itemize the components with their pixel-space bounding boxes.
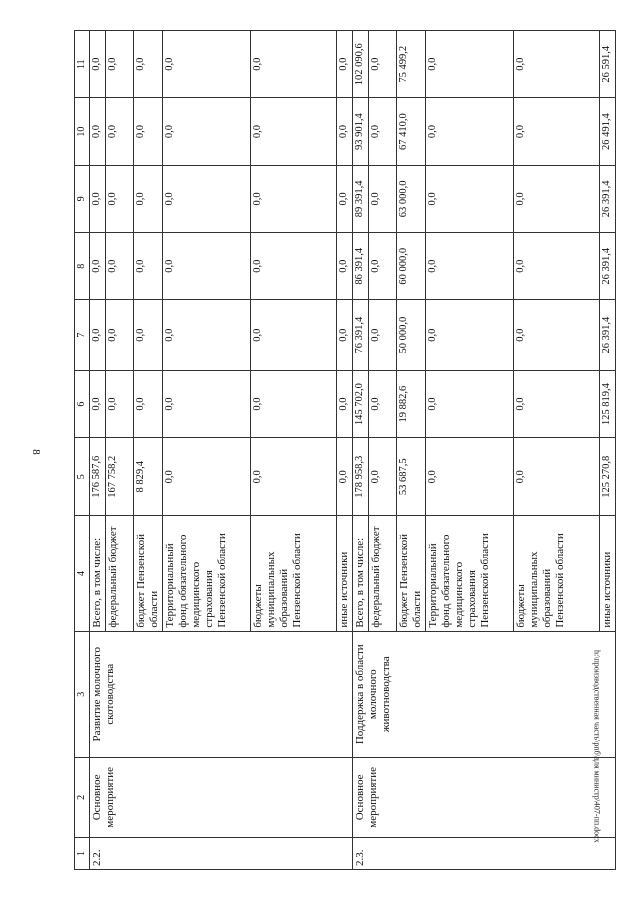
amount-cell: 26 391,4 bbox=[599, 165, 615, 232]
amount-cell: 145 702,0 bbox=[352, 370, 368, 437]
amount-cell: 0,0 bbox=[105, 31, 133, 98]
activity-name: Поддержка в области молочного животноводства bbox=[352, 631, 615, 757]
amount-cell: 0,0 bbox=[513, 98, 599, 165]
amount-cell: 0,0 bbox=[162, 438, 250, 516]
amount-cell: 0,0 bbox=[133, 370, 162, 437]
amount-cell: 0,0 bbox=[162, 300, 250, 371]
amount-cell: 0,0 bbox=[336, 300, 352, 371]
funding-source: бюджет Пензенской области bbox=[133, 516, 162, 631]
amount-cell: 60 000,0 bbox=[396, 233, 425, 300]
amount-cell: 0,0 bbox=[133, 300, 162, 371]
amount-cell: 102 090,6 bbox=[352, 31, 368, 98]
amount-cell: 26 391,4 bbox=[599, 300, 615, 371]
amount-cell: 0,0 bbox=[250, 233, 336, 300]
amount-cell: 0,0 bbox=[250, 300, 336, 371]
amount-cell: 0,0 bbox=[425, 165, 513, 232]
amount-cell: 0,0 bbox=[133, 165, 162, 232]
amount-cell: 0,0 bbox=[250, 438, 336, 516]
funding-source: федеральный бюджет bbox=[368, 516, 396, 631]
col-header: 9 bbox=[75, 165, 90, 232]
amount-cell: 0,0 bbox=[368, 233, 396, 300]
amount-cell: 67 410,0 bbox=[396, 98, 425, 165]
amount-cell: 0,0 bbox=[105, 165, 133, 232]
amount-cell: 0,0 bbox=[336, 31, 352, 98]
amount-cell: 0,0 bbox=[90, 370, 106, 437]
amount-cell: 0,0 bbox=[513, 370, 599, 437]
funding-source: бюджеты муниципальных образований Пензенской области bbox=[250, 516, 336, 631]
amount-cell: 0,0 bbox=[105, 233, 133, 300]
funding-table bbox=[74, 30, 616, 870]
amount-cell: 0,0 bbox=[513, 233, 599, 300]
amount-cell: 0,0 bbox=[162, 165, 250, 232]
amount-cell: 0,0 bbox=[425, 300, 513, 371]
amount-cell: 0,0 bbox=[368, 31, 396, 98]
amount-cell: 0,0 bbox=[90, 233, 106, 300]
amount-cell: 0,0 bbox=[336, 98, 352, 165]
amount-cell: 176 587,6 bbox=[90, 438, 106, 516]
amount-cell: 86 391,4 bbox=[352, 233, 368, 300]
amount-cell: 0,0 bbox=[250, 370, 336, 437]
amount-cell: 125 270,8 bbox=[599, 438, 615, 516]
amount-cell: 0,0 bbox=[133, 233, 162, 300]
funding-source: иные источники bbox=[336, 516, 352, 631]
amount-cell: 75 499,2 bbox=[396, 31, 425, 98]
col-header: 1 bbox=[75, 837, 90, 869]
page-number: 8 bbox=[30, 449, 42, 455]
amount-cell: 178 958,3 bbox=[352, 438, 368, 516]
amount-cell: 0,0 bbox=[336, 233, 352, 300]
amount-cell: 0,0 bbox=[250, 165, 336, 232]
amount-cell: 0,0 bbox=[336, 438, 352, 516]
amount-cell: 0,0 bbox=[90, 98, 106, 165]
amount-cell: 0,0 bbox=[368, 438, 396, 516]
amount-cell: 0,0 bbox=[513, 165, 599, 232]
col-header: 6 bbox=[75, 370, 90, 437]
amount-cell: 0,0 bbox=[105, 98, 133, 165]
amount-cell: 0,0 bbox=[105, 300, 133, 371]
activity-name: Развитие молочного скотоводства bbox=[90, 631, 353, 757]
column-number-row bbox=[75, 31, 90, 870]
amount-cell: 0,0 bbox=[250, 31, 336, 98]
amount-cell: 0,0 bbox=[425, 233, 513, 300]
amount-cell: 0,0 bbox=[513, 438, 599, 516]
funding-source: иные источники bbox=[599, 516, 615, 631]
amount-cell: 0,0 bbox=[368, 370, 396, 437]
amount-cell: 50 000,0 bbox=[396, 300, 425, 371]
table-row bbox=[352, 31, 368, 870]
funding-source: бюджет Пензенской области bbox=[396, 516, 425, 631]
amount-cell: 0,0 bbox=[368, 98, 396, 165]
activity-type: Основное мероприятие bbox=[90, 757, 353, 837]
item-number: 2.2. bbox=[90, 837, 353, 869]
amount-cell: 0,0 bbox=[513, 300, 599, 371]
amount-cell: 0,0 bbox=[133, 98, 162, 165]
amount-cell: 8 829,4 bbox=[133, 438, 162, 516]
amount-cell: 0,0 bbox=[90, 300, 106, 371]
amount-cell: 0,0 bbox=[162, 370, 250, 437]
amount-cell: 63 000,0 bbox=[396, 165, 425, 232]
funding-source: федеральный бюджет bbox=[105, 516, 133, 631]
amount-cell: 53 687,5 bbox=[396, 438, 425, 516]
col-header: 11 bbox=[75, 31, 90, 98]
col-header: 3 bbox=[75, 631, 90, 757]
amount-cell: 89 391,4 bbox=[352, 165, 368, 232]
amount-cell: 0,0 bbox=[425, 31, 513, 98]
activity-type: Основное мероприятие bbox=[352, 757, 615, 837]
col-header: 7 bbox=[75, 300, 90, 371]
amount-cell: 76 391,4 bbox=[352, 300, 368, 371]
amount-cell: 26 591,4 bbox=[599, 31, 615, 98]
amount-cell: 0,0 bbox=[425, 438, 513, 516]
table-body bbox=[90, 31, 616, 870]
amount-cell: 0,0 bbox=[162, 233, 250, 300]
amount-cell: 0,0 bbox=[336, 370, 352, 437]
funding-source: Всего, в том числе: bbox=[352, 516, 368, 631]
amount-cell: 0,0 bbox=[162, 31, 250, 98]
amount-cell: 0,0 bbox=[105, 370, 133, 437]
amount-cell: 0,0 bbox=[425, 98, 513, 165]
amount-cell: 19 882,6 bbox=[396, 370, 425, 437]
col-header: 5 bbox=[75, 438, 90, 516]
amount-cell: 0,0 bbox=[425, 370, 513, 437]
col-header: 8 bbox=[75, 233, 90, 300]
col-header: 4 bbox=[75, 516, 90, 631]
funding-source: бюджеты муниципальных образований Пензенской области bbox=[513, 516, 599, 631]
amount-cell: 0,0 bbox=[336, 165, 352, 232]
amount-cell: 125 819,4 bbox=[599, 370, 615, 437]
amount-cell: 26 491,4 bbox=[599, 98, 615, 165]
amount-cell: 0,0 bbox=[250, 98, 336, 165]
item-number: 2.3. bbox=[352, 837, 615, 869]
file-path-footer: h:\производственная часть\рпб\для министр\407-пп.docx bbox=[592, 650, 602, 843]
amount-cell: 0,0 bbox=[368, 165, 396, 232]
amount-cell: 0,0 bbox=[162, 98, 250, 165]
amount-cell: 0,0 bbox=[90, 165, 106, 232]
amount-cell: 93 901,4 bbox=[352, 98, 368, 165]
amount-cell: 167 758,2 bbox=[105, 438, 133, 516]
amount-cell: 0,0 bbox=[513, 31, 599, 98]
col-header: 2 bbox=[75, 757, 90, 837]
funding-source: Территориальный фонд обязательного медицинского страхования Пензенской области bbox=[162, 516, 250, 631]
amount-cell: 0,0 bbox=[133, 31, 162, 98]
funding-source: Всего, в том числе: bbox=[90, 516, 106, 631]
col-header: 10 bbox=[75, 98, 90, 165]
funding-source: Территориальный фонд обязательного медицинского страхования Пензенской области bbox=[425, 516, 513, 631]
table-row bbox=[90, 31, 106, 870]
amount-cell: 26 391,4 bbox=[599, 233, 615, 300]
amount-cell: 0,0 bbox=[90, 31, 106, 98]
amount-cell: 0,0 bbox=[368, 300, 396, 371]
